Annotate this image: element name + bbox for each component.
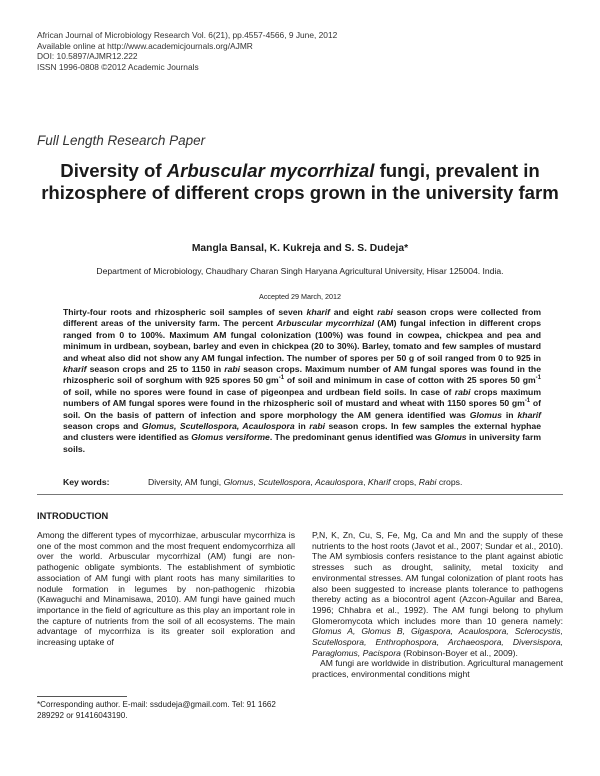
title-part-2: fungi, prevalent in rhizosphere of different crops grown in the university farm — [41, 160, 559, 203]
journal-availability: Available online at http://www.academicjournals.org/AJMR — [37, 40, 253, 51]
journal-header — [37, 30, 337, 72]
footnote-divider — [37, 696, 127, 697]
intro-paragraph-2: P,N, K, Zn, Cu, S, Fe, Mg, Ca and Mn and the supply of these nutrients to the host roots (Javot et al., 2007; Sundar et al., 2010). The AM symbiosis confers resistance to the plant against abiotic stresses such as drought, salinity, metal toxicity and environmental stresses. AM fungal colonization of plant roots has also been suggested to increase plants tolerance to pathogens thereby acting as a biocontrol agent (Azcon-Aguilar and Barea, 1996; Chhabra et al., 1992). The AM fungi belong to phylum Glomeromycota which includes more than 10 genera namely: Glomus A, Glomus B, Gigaspora, Acaulospora, Sclerocystis, Scutellospora, Enthrophospora, Archaeospora, Diversispora, Paraglomus, Pacispora (Robinson-Boyer et al., 2009). — [312, 530, 563, 658]
corresponding-author-footnote: *Corresponding author. E-mail: ssdudeja@gmail.com. Tel: 91 1662 289292 or 91416043190. — [37, 700, 276, 720]
title-part-1: Diversity of — [60, 160, 167, 181]
keywords-label: Key words: — [63, 477, 110, 487]
introduction-heading: INTRODUCTION — [37, 511, 109, 521]
paper-type: Full Length Research Paper — [37, 133, 206, 148]
affiliation: Department of Microbiology, Chaudhary Charan Singh Haryana Agricultural University, Hisar 125004. India. — [96, 266, 504, 276]
introduction-column-left — [37, 530, 295, 648]
intro-paragraph-3: AM fungi are worldwide in distribution. Agricultural management practices, environmental conditions might — [312, 658, 563, 680]
intro-paragraph-1: Among the different types of mycorrhizae, arbuscular mycorrhiza is one of the most common and the most frequent endomycorrhiza all over the world. Arbuscular mycorrhizal (AM) fungi are non-pathogenic obligate symbionts. The establishment of symbiotic association of AM fungi with plant roots has many similarities to nodule formation in legumes by non-pathogenic rhizobia (Kawaguchi and Minamisawa, 2010). AM fungi have gained much importance in the field of agriculture as this play an important role in the capture of nutrients from the soil of all ecosystems. The main advantage of mycorrhiza is its greater soil exploration and increasing uptake of — [37, 530, 295, 648]
section-divider — [37, 494, 563, 495]
title-part-italic: Arbuscular mycorrhizal — [166, 160, 375, 181]
journal-doi: DOI: 10.5897/AJMR12.222 — [37, 51, 138, 62]
accepted-date: Accepted 29 March, 2012 — [259, 292, 341, 301]
introduction-column-right — [312, 530, 563, 680]
authors: Mangla Bansal, K. Kukreja and S. S. Dudeja* — [191, 243, 409, 254]
journal-citation: African Journal of Microbiology Research Vol. 6(21), pp.4557-4566, 9 June, 2012 — [37, 30, 338, 40]
abstract: Thirty-four roots and rhizospheric soil samples of seven kharif and eight rabi season crops were collected from different areas of the university farm. The percent Arbuscular mycorrhizal (AM) fungal infection in different crops ranged from 0 to 100%. Maximum AM fungal colonization (100%) was found in cowpea, chickpea and pea and minimum in urdbean, soybean, barley and even in chickpea (20 to 30%). Barley, tomato and few samples of mustard and wheat also did not show any AM fungal infection. The number of spores per 50 g of soil ranged from 0 to 925 in kharif season crops and 25 to 1150 in rabi season crops. Maximum number of AM fungal spores was found in the rhizospheric soil of sorghum with 925 spores 50 $gm^{-1}$ of soil and minimum in case of cotton with 25 spores 50 $gm^{-1}$ of soil, while no spores were found in case of pigeonpea and urdbean field soils. In case of rabi crops maximum numbers of AM fungal spores were found in the rhizospheric soil of mustard and wheat with 1150 spores 50 $gm^{-1}$ of soil. On the basis of pattern of infection and spore morphology the AM genera identified was Glomus in kharif season crops and Glomus, Scutellospora, Acaulospora in rabi season crops. In few samples the external hyphae and clusters were identified as Glomus versiforme. The predominant genus identified was Glomus in university farm soils. — [63, 307, 542, 454]
journal-issn: ISSN 1996-0808 ©2012 Academic Journals — [37, 61, 199, 72]
paper-title — [40, 160, 560, 204]
keywords: Key words: Diversity, AM fungi, Glomus, Scutellospora, Acaulospora, Kharif crops, Rabi crops. — [63, 477, 463, 487]
